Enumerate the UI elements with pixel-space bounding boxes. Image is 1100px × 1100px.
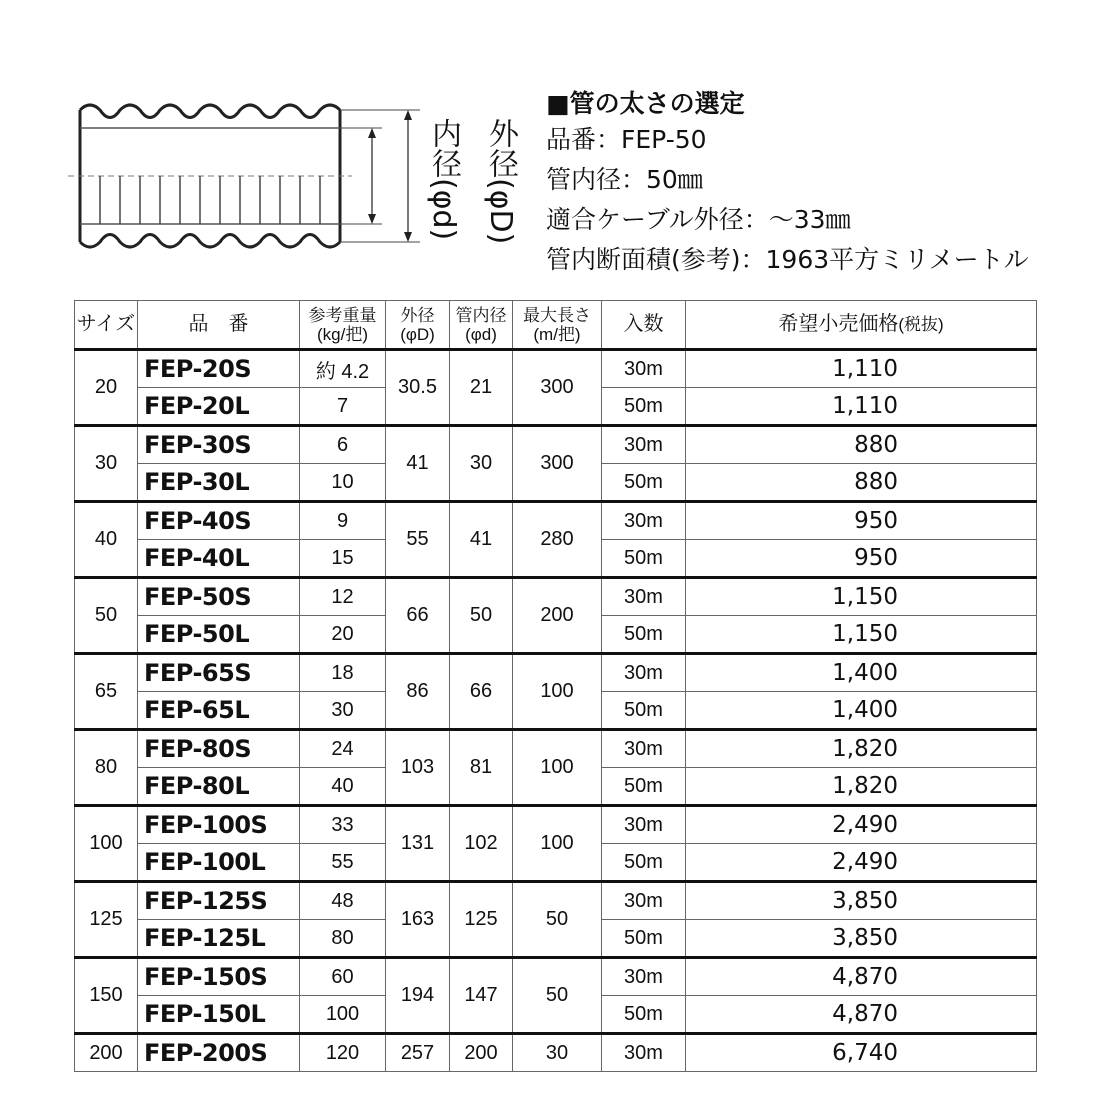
inner-diameter-cell: 41: [450, 502, 513, 578]
quantity-cell: 30m: [602, 502, 686, 540]
quantity-cell: 30m: [602, 654, 686, 692]
weight-cell: 60: [300, 958, 386, 996]
info-inner-diameter-line: 管内径：50㎜: [546, 165, 703, 194]
spec-table: [74, 300, 1037, 1072]
weight-cell: 6: [300, 426, 386, 464]
max-length-cell: 100: [513, 654, 602, 730]
price-cell: 1,110: [686, 388, 1037, 426]
selection-info: [546, 88, 1029, 280]
quantity-cell: 50m: [602, 540, 686, 578]
quantity-cell: 50m: [602, 692, 686, 730]
weight-cell: 約 4.2: [300, 350, 386, 388]
header-max-length: 最大長さ (m/把): [513, 301, 602, 350]
weight-cell: 48: [300, 882, 386, 920]
quantity-cell: 30m: [602, 806, 686, 844]
table-row: [75, 1034, 1037, 1072]
model-cell: FEP-50L: [138, 616, 300, 654]
quantity-cell: 50m: [602, 920, 686, 958]
max-length-cell: 50: [513, 958, 602, 1034]
weight-cell: 15: [300, 540, 386, 578]
inner-diameter-cell: 102: [450, 806, 513, 882]
table-row: [75, 730, 1037, 768]
price-cell: 4,870: [686, 958, 1037, 996]
model-cell: FEP-30L: [138, 464, 300, 502]
price-cell: 4,870: [686, 996, 1037, 1034]
pipe-diagram: [60, 90, 540, 264]
quantity-cell: 30m: [602, 730, 686, 768]
size-cell: 150: [75, 958, 138, 1034]
weight-cell: 12: [300, 578, 386, 616]
outer-diameter-cell: 103: [386, 730, 450, 806]
table-row: [75, 426, 1037, 464]
quantity-cell: 50m: [602, 616, 686, 654]
max-length-cell: 30: [513, 1034, 602, 1072]
max-length-cell: 200: [513, 578, 602, 654]
outer-diameter-cell: 55: [386, 502, 450, 578]
price-cell: 880: [686, 464, 1037, 502]
table-row: [75, 806, 1037, 844]
size-cell: 65: [75, 654, 138, 730]
inner-diameter-cell: 125: [450, 882, 513, 958]
table-header-row: [75, 301, 1037, 350]
weight-cell: 55: [300, 844, 386, 882]
model-cell: FEP-200S: [138, 1034, 300, 1072]
quantity-cell: 50m: [602, 464, 686, 502]
weight-cell: 24: [300, 730, 386, 768]
model-cell: FEP-125S: [138, 882, 300, 920]
model-cell: FEP-65L: [138, 692, 300, 730]
inner-diameter-cell: 30: [450, 426, 513, 502]
model-cell: FEP-150S: [138, 958, 300, 996]
quantity-cell: 30m: [602, 426, 686, 464]
weight-cell: 40: [300, 768, 386, 806]
outer-diameter-cell: 131: [386, 806, 450, 882]
model-cell: FEP-100S: [138, 806, 300, 844]
price-cell: 950: [686, 502, 1037, 540]
outer-diameter-cell: 194: [386, 958, 450, 1034]
weight-cell: 100: [300, 996, 386, 1034]
size-cell: 30: [75, 426, 138, 502]
weight-cell: 20: [300, 616, 386, 654]
size-cell: 50: [75, 578, 138, 654]
outer-diameter-label: 外径(φD): [483, 118, 518, 245]
model-cell: FEP-80L: [138, 768, 300, 806]
selection-title: ■管の太さの選定: [546, 89, 745, 118]
max-length-cell: 100: [513, 730, 602, 806]
price-cell: 6,740: [686, 1034, 1037, 1072]
header-outer-diameter: 外径 (φD): [386, 301, 450, 350]
model-cell: FEP-20S: [138, 350, 300, 388]
outer-diameter-cell: 30.5: [386, 350, 450, 426]
header-size: サイズ: [75, 301, 138, 350]
model-cell: FEP-80S: [138, 730, 300, 768]
price-cell: 3,850: [686, 920, 1037, 958]
weight-cell: 9: [300, 502, 386, 540]
max-length-cell: 280: [513, 502, 602, 578]
outer-diameter-cell: 86: [386, 654, 450, 730]
size-cell: 20: [75, 350, 138, 426]
corrugated-pipe-illustration: [60, 90, 540, 260]
quantity-cell: 30m: [602, 1034, 686, 1072]
table-row: [75, 654, 1037, 692]
quantity-cell: 50m: [602, 844, 686, 882]
max-length-cell: 100: [513, 806, 602, 882]
model-cell: FEP-150L: [138, 996, 300, 1034]
table-row: [75, 350, 1037, 388]
max-length-cell: 50: [513, 882, 602, 958]
price-cell: 1,400: [686, 692, 1037, 730]
price-cell: 880: [686, 426, 1037, 464]
size-cell: 40: [75, 502, 138, 578]
model-cell: FEP-40S: [138, 502, 300, 540]
weight-cell: 7: [300, 388, 386, 426]
quantity-cell: 30m: [602, 882, 686, 920]
table-row: [75, 502, 1037, 540]
weight-cell: 18: [300, 654, 386, 692]
inner-diameter-label: 内径(φd): [426, 118, 461, 241]
weight-cell: 80: [300, 920, 386, 958]
inner-diameter-cell: 147: [450, 958, 513, 1034]
price-cell: 3,850: [686, 882, 1037, 920]
header-inner-diameter: 管内径 (φd): [450, 301, 513, 350]
model-cell: FEP-30S: [138, 426, 300, 464]
max-length-cell: 300: [513, 350, 602, 426]
weight-cell: 33: [300, 806, 386, 844]
info-model-line: 品番：FEP-50: [546, 125, 707, 154]
inner-diameter-cell: 50: [450, 578, 513, 654]
model-cell: FEP-40L: [138, 540, 300, 578]
outer-diameter-cell: 66: [386, 578, 450, 654]
price-cell: 1,150: [686, 616, 1037, 654]
model-cell: FEP-100L: [138, 844, 300, 882]
weight-cell: 10: [300, 464, 386, 502]
quantity-cell: 30m: [602, 350, 686, 388]
model-cell: FEP-125L: [138, 920, 300, 958]
model-cell: FEP-20L: [138, 388, 300, 426]
model-cell: FEP-50S: [138, 578, 300, 616]
price-cell: 1,820: [686, 730, 1037, 768]
size-cell: 200: [75, 1034, 138, 1072]
price-cell: 2,490: [686, 806, 1037, 844]
max-length-cell: 300: [513, 426, 602, 502]
price-cell: 1,150: [686, 578, 1037, 616]
model-cell: FEP-65S: [138, 654, 300, 692]
price-cell: 1,110: [686, 350, 1037, 388]
size-cell: 80: [75, 730, 138, 806]
table-row: [75, 958, 1037, 996]
inner-diameter-cell: 21: [450, 350, 513, 426]
table-row: [75, 882, 1037, 920]
inner-diameter-cell: 66: [450, 654, 513, 730]
outer-diameter-cell: 163: [386, 882, 450, 958]
quantity-cell: 50m: [602, 768, 686, 806]
price-cell: 2,490: [686, 844, 1037, 882]
price-cell: 1,820: [686, 768, 1037, 806]
inner-diameter-cell: 81: [450, 730, 513, 806]
outer-diameter-cell: 257: [386, 1034, 450, 1072]
price-cell: 950: [686, 540, 1037, 578]
quantity-cell: 50m: [602, 996, 686, 1034]
info-cross-section-line: 管内断面積(参考)：1963平方ミリメートル: [546, 245, 1029, 274]
weight-cell: 120: [300, 1034, 386, 1072]
table-body: [75, 350, 1037, 1072]
quantity-cell: 30m: [602, 958, 686, 996]
header-model: 品 番: [138, 301, 300, 350]
size-cell: 100: [75, 806, 138, 882]
inner-diameter-cell: 200: [450, 1034, 513, 1072]
header-price: 希望小売価格(税抜): [686, 301, 1037, 350]
header-weight: 参考重量 (kg/把): [300, 301, 386, 350]
table-row: [75, 578, 1037, 616]
weight-cell: 30: [300, 692, 386, 730]
price-cell: 1,400: [686, 654, 1037, 692]
quantity-cell: 50m: [602, 388, 686, 426]
header-quantity: 入数: [602, 301, 686, 350]
size-cell: 125: [75, 882, 138, 958]
info-cable-diameter-line: 適合ケーブル外径：〜33㎜: [546, 205, 851, 234]
outer-diameter-cell: 41: [386, 426, 450, 502]
quantity-cell: 30m: [602, 578, 686, 616]
